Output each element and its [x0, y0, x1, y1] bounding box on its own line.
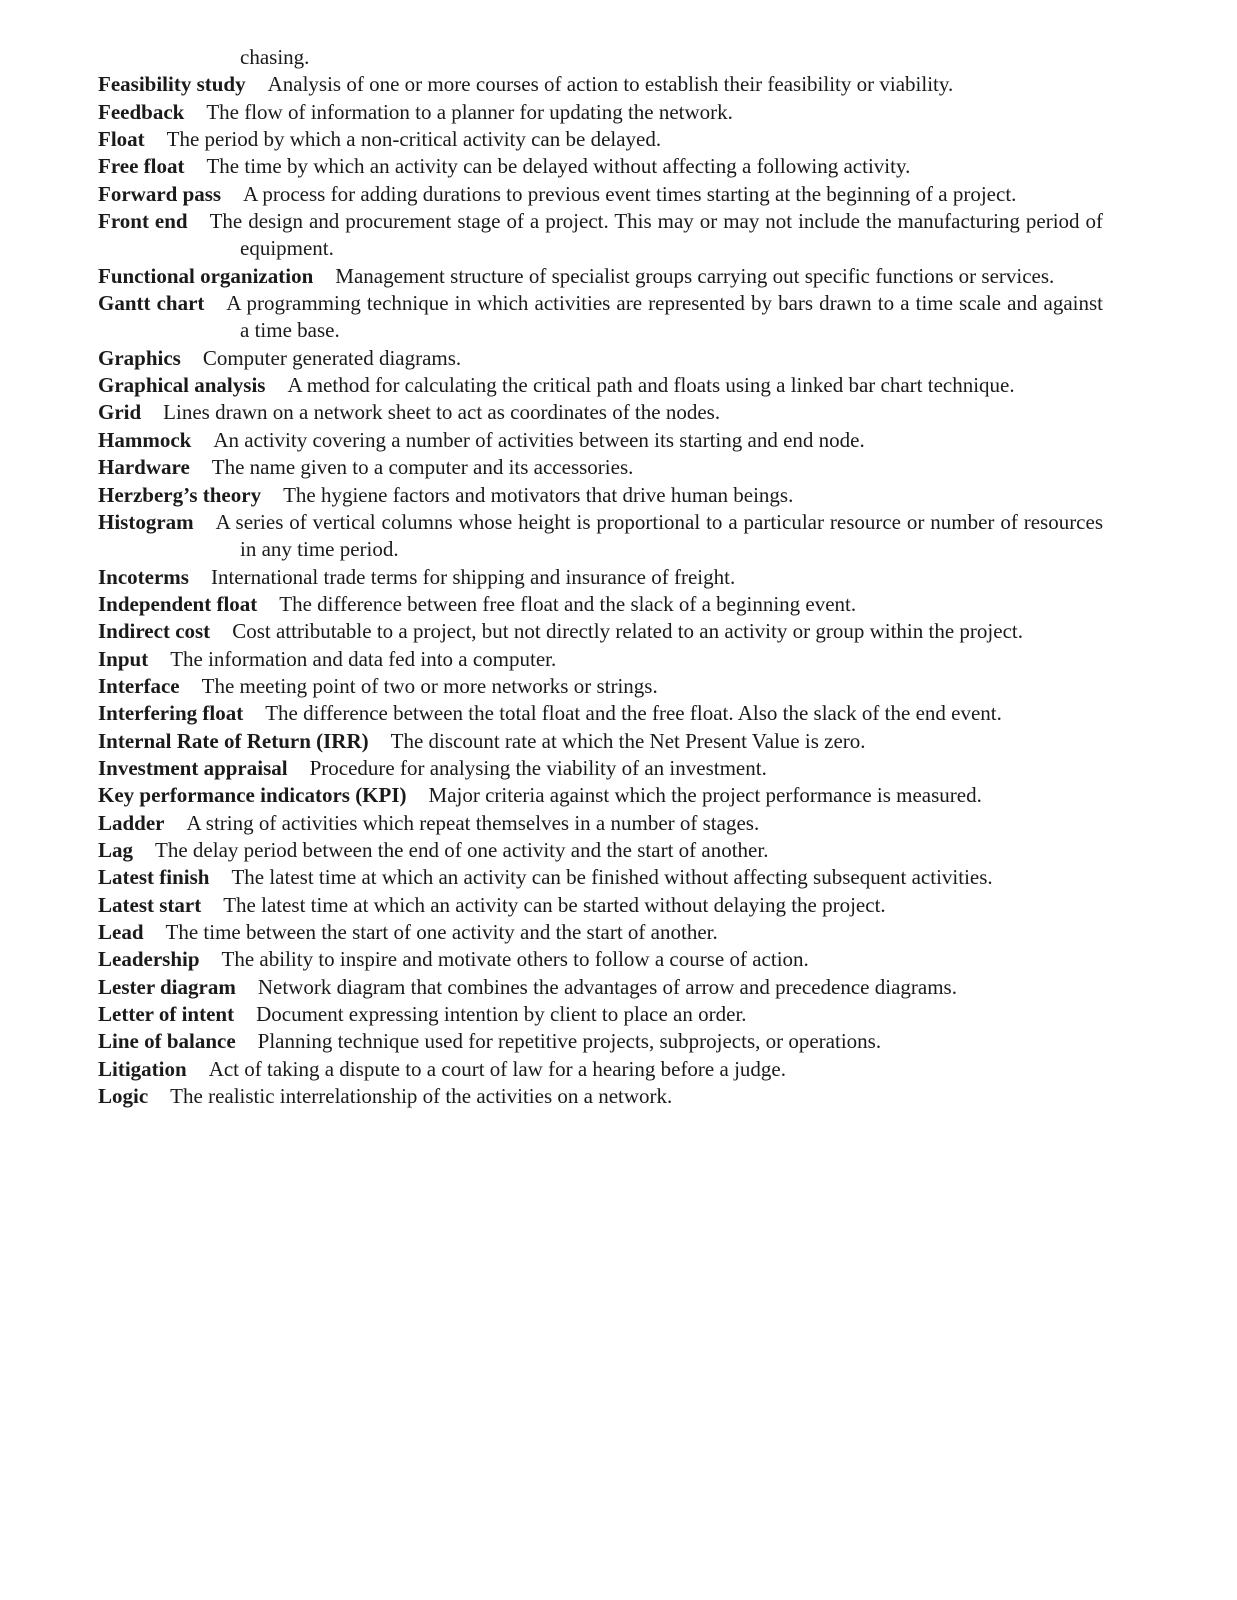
- glossary-entry: [98, 974, 1103, 1001]
- glossary-page: [98, 44, 1103, 1110]
- glossary-definition: The latest time at which an activity can be started without delaying the project.: [223, 892, 886, 917]
- glossary-definition: The hygiene factors and motivators that drive human beings.: [283, 482, 794, 507]
- glossary-term: Incoterms: [98, 564, 189, 589]
- glossary-definition: The time by which an activity can be delayed without affecting a following activity.: [206, 154, 911, 179]
- glossary-definition: The design and procurement stage of a project. This may or may not include the manufacturing period of equipment.: [209, 209, 1103, 261]
- glossary-definition: The period by which a non-critical activity can be delayed.: [166, 127, 662, 152]
- glossary-entry: [98, 646, 1103, 673]
- glossary-definition: The discount rate at which the Net Present Value is zero.: [390, 728, 866, 753]
- glossary-definition: The delay period between the end of one activity and the start of another.: [155, 837, 769, 862]
- glossary-entry: [98, 919, 1103, 946]
- glossary-definition: The difference between free float and the slack of a beginning event.: [279, 591, 857, 616]
- glossary-list: [98, 71, 1103, 1110]
- glossary-term: Leadership: [98, 947, 200, 972]
- glossary-entry: [98, 1083, 1103, 1110]
- glossary-definition: Planning technique used for repetitive projects, subprojects, or operations.: [257, 1029, 882, 1054]
- glossary-entry: [98, 673, 1103, 700]
- glossary-entry: [98, 99, 1103, 126]
- glossary-entry: [98, 509, 1103, 564]
- glossary-term: Grid: [98, 400, 142, 425]
- glossary-entry: [98, 208, 1103, 263]
- glossary-term: Gantt chart: [98, 291, 205, 316]
- glossary-definition: Cost attributable to a project, but not directly related to an activity or group within the project.: [232, 619, 1023, 644]
- glossary-term: Graphics: [98, 345, 181, 370]
- glossary-definition: The realistic interrelationship of the activities on a network.: [170, 1084, 673, 1109]
- glossary-term: Ladder: [98, 810, 165, 835]
- glossary-continuation: chasing.: [240, 45, 310, 69]
- glossary-entry: [98, 126, 1103, 153]
- glossary-definition: The flow of information to a planner for updating the network.: [206, 99, 733, 124]
- glossary-term: Hammock: [98, 427, 192, 452]
- glossary-term: Functional organization: [98, 263, 314, 288]
- glossary-entry: [98, 71, 1103, 98]
- glossary-entry: [98, 153, 1103, 180]
- glossary-definition: Management structure of specialist groups carrying out specific functions or services.: [335, 263, 1055, 288]
- glossary-definition: Computer generated diagrams.: [202, 345, 462, 370]
- glossary-term: Investment appraisal: [98, 755, 288, 780]
- glossary-entry: [98, 591, 1103, 618]
- glossary-definition: Major criteria against which the project performance is measured.: [428, 783, 982, 808]
- glossary-definition: A programming technique in which activities are represented by bars drawn to a time scale and against a time base.: [226, 291, 1103, 343]
- glossary-entry: [98, 564, 1103, 591]
- glossary-entry: [98, 263, 1103, 290]
- glossary-definition: Analysis of one or more courses of action to establish their feasibility or viability.: [267, 72, 954, 97]
- glossary-entry: [98, 618, 1103, 645]
- glossary-term: Herzberg’s theory: [98, 482, 262, 507]
- glossary-definition: Procedure for analysing the viability of an investment.: [309, 755, 767, 780]
- glossary-definition: A process for adding durations to previous event times starting at the beginning of a project.: [243, 181, 1017, 206]
- glossary-entry: [98, 810, 1103, 837]
- glossary-term: Latest start: [98, 892, 202, 917]
- glossary-term: Indirect cost: [98, 619, 211, 644]
- glossary-term: Independent float: [98, 591, 258, 616]
- glossary-entry: [98, 372, 1103, 399]
- glossary-entry: [98, 892, 1103, 919]
- glossary-term: Line of balance: [98, 1029, 236, 1054]
- glossary-entry: [98, 755, 1103, 782]
- glossary-entry: [98, 864, 1103, 891]
- glossary-term: Front end: [98, 209, 188, 234]
- glossary-term: Free float: [98, 154, 185, 179]
- glossary-term: Lead: [98, 920, 144, 944]
- glossary-entry: [98, 345, 1103, 372]
- glossary-term: Lester diagram: [98, 974, 236, 999]
- glossary-entry: [98, 1028, 1103, 1055]
- glossary-definition: An activity covering a number of activities between its starting and end node.: [213, 427, 865, 452]
- glossary-entry: [98, 454, 1103, 481]
- glossary-entry: [98, 290, 1103, 345]
- glossary-term: Internal Rate of Return (IRR): [98, 728, 369, 753]
- glossary-term: Forward pass: [98, 181, 222, 206]
- glossary-term: Graphical analysis: [98, 373, 266, 398]
- glossary-definition: A method for calculating the critical path and floats using a linked bar chart technique.: [287, 373, 1015, 398]
- glossary-term: Histogram: [98, 509, 194, 534]
- glossary-definition: Lines drawn on a network sheet to act as coordinates of the nodes.: [163, 400, 721, 425]
- glossary-term: Letter of intent: [98, 1002, 235, 1027]
- glossary-entry: [98, 427, 1103, 454]
- glossary-term: Interface: [98, 673, 180, 698]
- glossary-term: Lag: [98, 837, 134, 862]
- glossary-definition: Act of taking a dispute to a court of law for a hearing before a judge.: [208, 1056, 786, 1081]
- glossary-definition: International trade terms for shipping and insurance of freight.: [210, 564, 736, 589]
- glossary-definition: The time between the start of one activity and the start of another.: [165, 920, 718, 944]
- glossary-definition: Network diagram that combines the advantages of arrow and precedence diagrams.: [257, 974, 957, 999]
- glossary-entry: [98, 837, 1103, 864]
- glossary-entry: [98, 1056, 1103, 1083]
- glossary-term: Float: [98, 127, 145, 152]
- glossary-definition: The difference between the total float and the free float. Also the slack of the end event.: [265, 701, 1002, 726]
- glossary-entry: [98, 1001, 1103, 1028]
- glossary-definition: A series of vertical columns whose height is proportional to a particular resource or number of resources in any time period.: [215, 509, 1103, 562]
- glossary-definition: A string of activities which repeat themselves in a number of stages.: [186, 810, 760, 835]
- glossary-entry: [98, 399, 1103, 426]
- glossary-term: Litigation: [98, 1056, 187, 1081]
- glossary-entry: [98, 181, 1103, 208]
- glossary-entry: [98, 782, 1103, 809]
- glossary-entry: [98, 700, 1103, 727]
- glossary-definition: The name given to a computer and its accessories.: [211, 455, 634, 480]
- glossary-term: Input: [98, 646, 149, 671]
- glossary-entry: [98, 482, 1103, 509]
- glossary-term: Interfering float: [98, 701, 244, 726]
- glossary-entry: [98, 728, 1103, 755]
- glossary-definition: The ability to inspire and motivate others to follow a course of action.: [221, 947, 809, 972]
- glossary-entry: [98, 946, 1103, 973]
- glossary-term: Latest finish: [98, 865, 210, 890]
- glossary-definition: Document expressing intention by client to place an order.: [256, 1002, 747, 1027]
- glossary-term: Logic: [98, 1084, 149, 1109]
- glossary-definition: The meeting point of two or more networks or strings.: [201, 673, 658, 698]
- glossary-definition: The latest time at which an activity can be finished without affecting subsequent activities.: [231, 865, 993, 890]
- glossary-term: Feasibility study: [98, 72, 246, 97]
- glossary-term: Hardware: [98, 455, 190, 480]
- glossary-term: Feedback: [98, 99, 185, 124]
- glossary-term: Key performance indicators (KPI): [98, 783, 407, 808]
- glossary-definition: The information and data fed into a computer.: [170, 646, 557, 671]
